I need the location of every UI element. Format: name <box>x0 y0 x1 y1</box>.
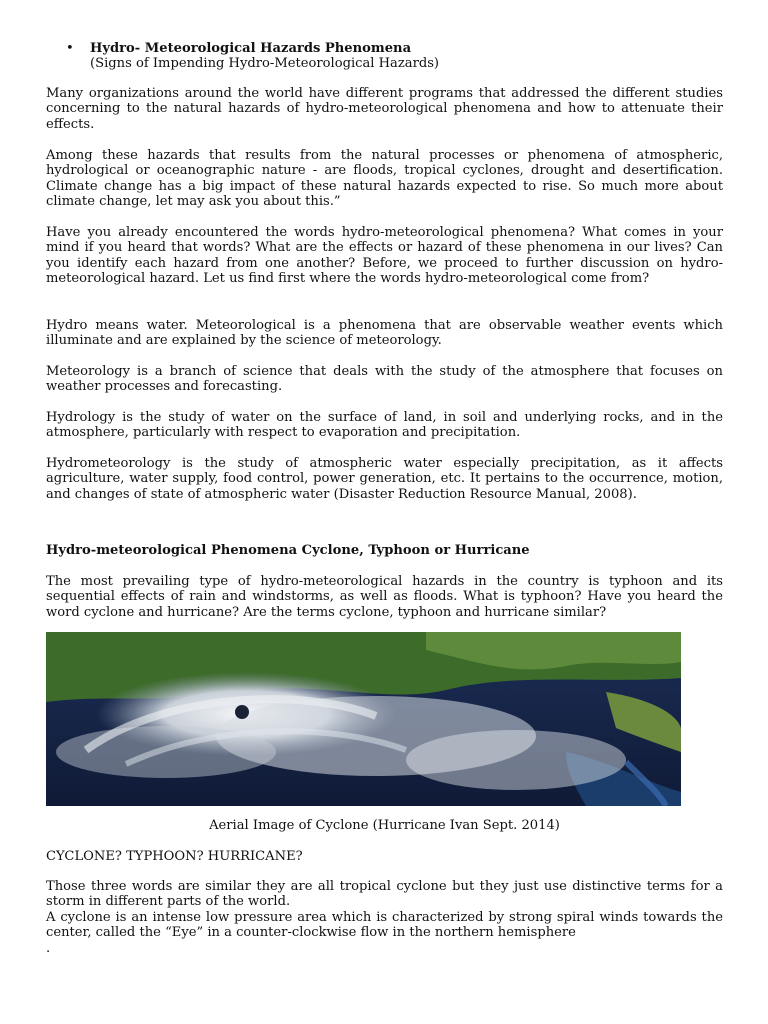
paragraph-meteorology: Meteorology is a branch of science that deals with the study of the atmosphere that focuses on weather processes and forecasting. <box>46 364 723 395</box>
bullet-title: Hydro- Meteorological Hazards Phenomena <box>90 41 412 56</box>
paragraph-typhoon: The most prevailing type of hydro-meteorological hazards in the country is typhoon and its sequential effects of rain and windstorms, as well as floods. What is typhoon? Have you heard the word cyclone and hurricane? Are the terms cyclone, typhoon and hurricane similar? <box>46 574 723 620</box>
figure-caption: Aerial Image of Cyclone (Hurricane Ivan Sept. 2014) <box>209 818 560 833</box>
paragraph-hydro-meaning: Hydro means water. Meteorological is a phenomena that are observable weather events which illuminate and are explained by the science of meteorology. <box>46 318 723 349</box>
paragraph-tropical-cyclone: Those three words are similar they are all tropical cyclone but they just use distinctive terms for a storm in different parts of the world. <box>46 879 723 910</box>
cyclone-question: CYCLONE? TYPHOON? HURRICANE? <box>46 849 303 864</box>
trailing-period: . <box>46 941 51 956</box>
bullet-dot: • <box>66 41 74 56</box>
bullet-subtitle: (Signs of Impending Hydro-Meteorological Hazards) <box>90 56 440 71</box>
paragraph-questions: Have you already encountered the words hydro-meteorological phenomena? What comes in your mind if you heard that words? What are the effects or hazard of these phenomena in our lives? Can you identify each hazard from one another? Before, we proceed to further discussion on hydro-meteorological hazard. Let us find first where the words hydro-meteorological come from? <box>46 225 723 287</box>
paragraph-cyclone-definition: A cyclone is an intense low pressure area which is characterized by strong spiral winds towards the center, called the “Eye” in a counter-clockwise flow in the northern hemisphere <box>46 910 723 941</box>
paragraph-intro: Many organizations around the world have different programs that addressed the different studies concerning to the natural hazards of hydro-meteorological phenomena and how to attenuate their effects. <box>46 86 723 132</box>
paragraph-hydrology: Hydrology is the study of water on the surface of land, in soil and underlying rocks, and in the atmosphere, particularly with respect to evaporation and precipitation. <box>46 410 723 441</box>
section-heading-cyclone: Hydro-meteorological Phenomena Cyclone, Typhoon or Hurricane <box>46 543 530 558</box>
paragraph-hazards: Among these hazards that results from the natural processes or phenomena of atmospheric, hydrological or oceanographic nature - are floods, tropical cyclones, drought and desertification. Climate change has a big impact of these natural hazards expected to rise. So much more about climate change, let may ask you about this.” <box>46 148 723 210</box>
cyclone-aerial-image <box>46 632 681 806</box>
paragraph-hydrometeorology: Hydrometeorology is the study of atmospheric water especially precipitation, as it affects agriculture, water supply, food control, power generation, etc. It pertains to the occurrence, motion, and changes of state of atmospheric water (Disaster Reduction Resource Manual, 2008). <box>46 456 723 502</box>
